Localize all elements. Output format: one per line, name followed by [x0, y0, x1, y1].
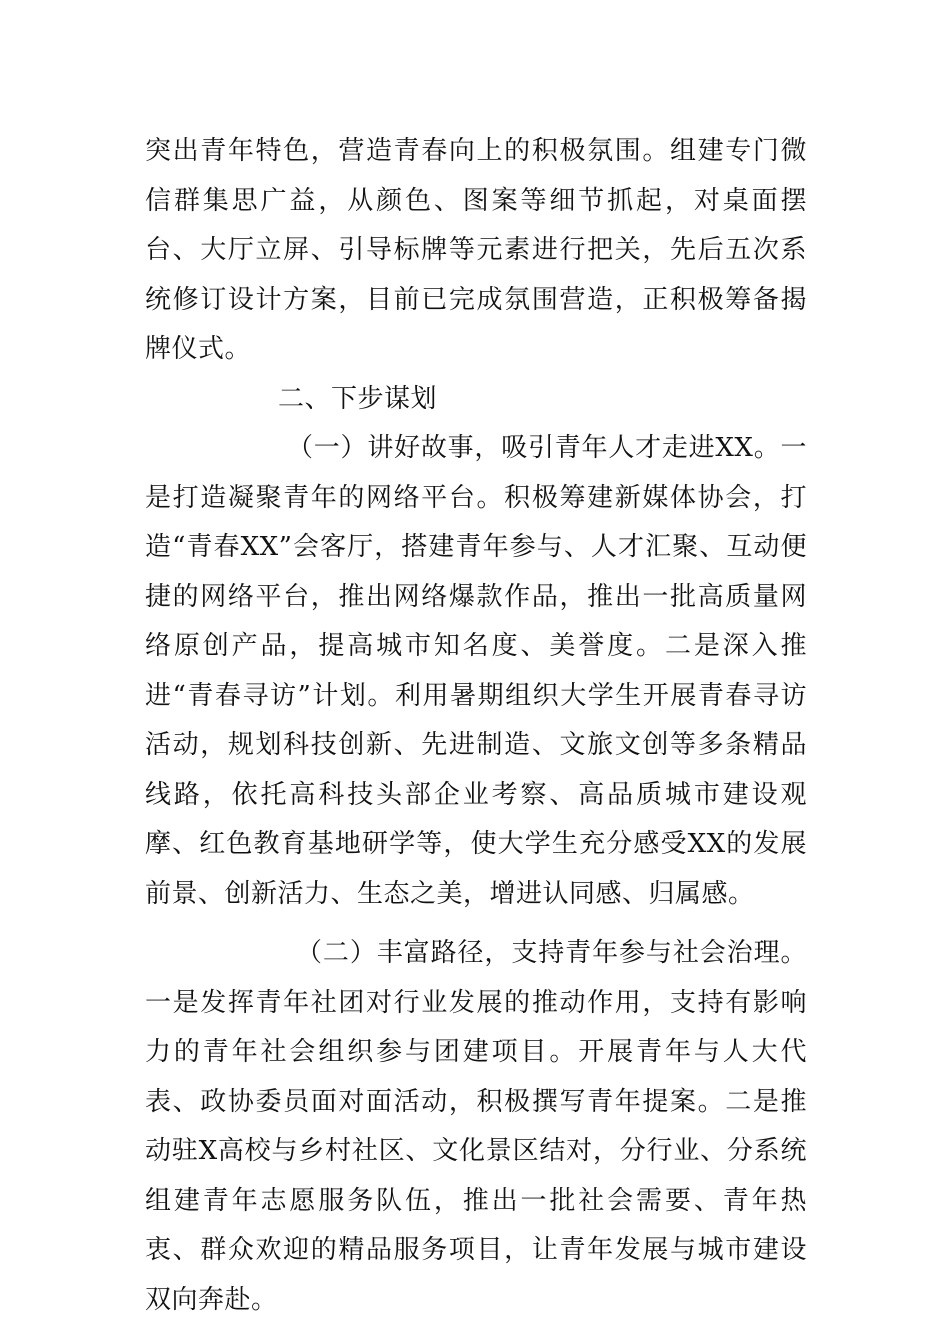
paragraph-item-1: （一）讲好故事，吸引青年人才走进XX。一是打造凝聚青年的网络平台。积极筹建新媒体协会，打造“青春XX”会客厅，搭建青年参与、人才汇聚、互动便捷的网络平台，推出网络爆款作品，推出一批高质量网络原创产品，提高城市知名度、美誉度。二是深入推进“青春寻访”计划。利用暑期组织大学生开展青春寻访活动，规划科技创新、先进制造、文旅文创等多条精品线路，依托高科技头部企业考察、高品质城市建设观摩、红色教育基地研学等，使大学生充分感受XX的发展前景、创新活力、生态之美，增进认同感、归属感。 [145, 433, 807, 909]
paragraph-continuation: 突出青年特色，营造青春向上的积极氛围。组建专门微信群集思广益，从颜色、图案等细节抓起，对桌面摆台、大厅立屏、引导标牌等元素进行把关，先后五次系统修订设计方案，目前已完成氛围营造，正积极筹备揭牌仪式。 [145, 136, 807, 364]
section-heading: 二、下步谋划 [278, 383, 438, 414]
paragraph-item-2: （二）丰富路径，支持青年参与社会治理。一是发挥青年社团对行业发展的推动作用，支持有影响力的青年社会组织参与团建项目。开展青年与人大代表、政协委员面对面活动，积极撰写青年提案。二是推动驻X高校与乡村社区、文化景区结对，分行业、分系统组建青年志愿服务队伍，推出一批社会需要、青年热衷、群众欢迎的精品服务项目，让青年发展与城市建设双向奔赴。 [145, 938, 807, 1315]
document-body [145, 127, 807, 1325]
